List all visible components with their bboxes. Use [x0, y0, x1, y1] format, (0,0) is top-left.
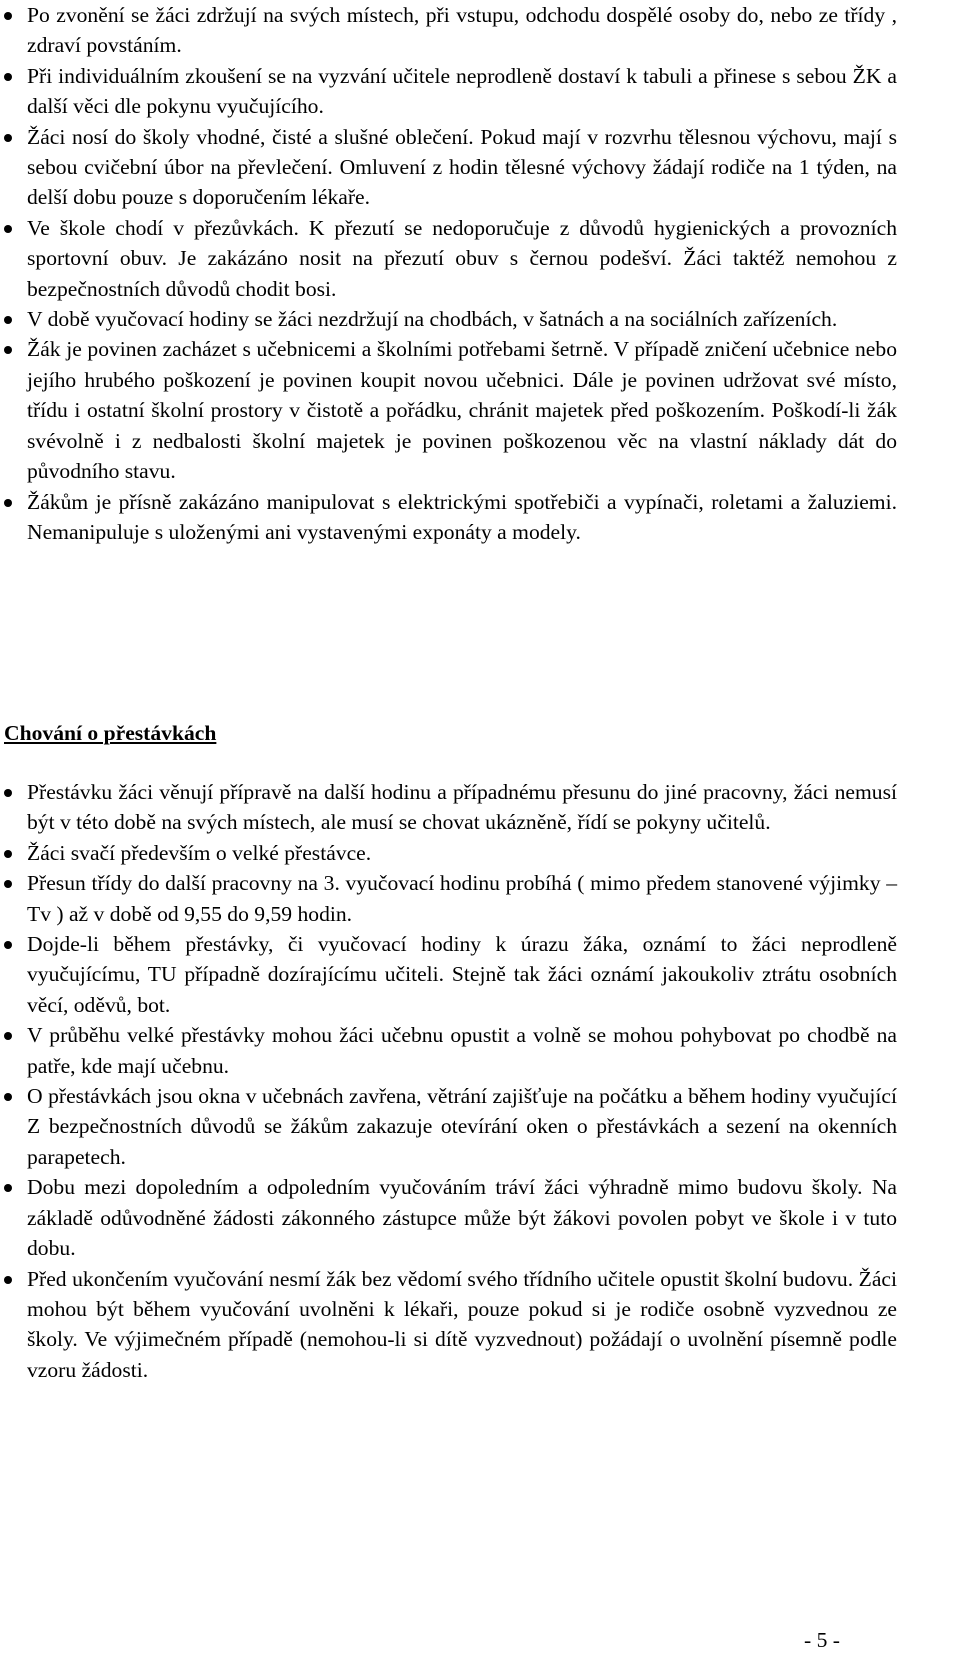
list-item-text: Při individuálním zkoušení se na vyzvání učitele neprodleně dostaví k tabuli a přinese s sebou ŽK a další věci dle pokynu vyučujícího.	[27, 63, 897, 119]
list-item	[0, 213, 897, 304]
list-item-text: Přestávku žáci věnují přípravě na další hodinu a případnému přesunu do jiné pracovny, žáci nemusí být v této době na svých místech, ale musí se chovat ukázněně, řídí se pokyny učitelů.	[27, 780, 897, 835]
list-item-text: Žákům je přísně zakázáno manipulovat s elektrickými spotřebiči a vypínači, roletami a žaluziemi. Nemanipuluje s uloženými ani vystavenými exponáty a modely.	[27, 489, 897, 544]
bullet-icon	[4, 941, 12, 949]
list-item-text: Ve škole chodí v přezůvkách. K přezutí se nedoporučuje z důvodů hygienických a provozních sportovní obuv. Je zakázáno nosit na přezutí obuv s černou podešví. Žáci taktéž nemohou z bezpečnostních důvodů chodit bosi.	[27, 215, 897, 301]
list-item	[0, 777, 897, 838]
section-heading: Chování o přestávkách	[4, 721, 217, 745]
list-item-text: Dobu mezi dopoledním a odpoledním vyučováním tráví žáci výhradně mimo budovu školy. Na základě odůvodněné žádosti zákonného zástupce může být žákovi povolen pobyt ve škole i v tuto dobu.	[27, 1175, 897, 1261]
bullet-icon	[4, 346, 12, 354]
list-item-text: Dojde-li během přestávky, či vyučovací hodiny k úrazu žáka, oznámí to žáci neprodleně vyučujícímu, TU případně dozírajícímu učiteli. Stejně tak žáci oznámí jakoukoliv ztrátu osobních věcí, oděvů, bot.	[27, 932, 897, 1017]
list-item	[0, 1020, 897, 1081]
list-item	[0, 868, 897, 929]
bullet-icon	[4, 1032, 12, 1040]
bullet-icon	[4, 850, 12, 858]
list-item	[0, 838, 897, 868]
list-item	[0, 1081, 897, 1172]
list-item-text: Po zvonění se žáci zdržují na svých místech, při vstupu, odchodu dospělé osoby do, nebo ze třídy , zdraví povstáním.	[27, 3, 897, 58]
list-item	[0, 1172, 897, 1263]
bullet-icon	[4, 1276, 12, 1284]
rules-list-general	[0, 0, 960, 547]
list-item	[0, 929, 897, 1020]
list-item-text: Žáci svačí především o velké přestávce.	[27, 840, 372, 865]
rules-list-breaks	[0, 777, 960, 1385]
list-item-text: Žák je povinen zacházet s učebnicemi a školními potřebami šetrně. V případě zničení učebnice nebo jejího hrubého poškození je povinen koupit novou učebnici. Dále je povinen udržovat své místo, třídu i ostatní školní prostory v čistotě a pořádku, chránit majetek před poškozením. Poškodí-li žák svévolně i z nedbalosti školní majetek je povinen poškozenou věc na vlastní náklady dát do původního stavu.	[27, 337, 897, 484]
list-item-text: Před ukončením vyučování nesmí žák bez vědomí svého třídního učitele opustit školní budovu. Žáci mohou být během vyučování uvolněni k lékaři, pouze pokud si je rodiče osobně vyzvednou ze školy. Ve výjimečném případě (nemohou-li si dítě vyzvednout) požádají o uvolnění písemně podle vzoru žádosti.	[27, 1266, 897, 1382]
bullet-icon	[4, 1093, 12, 1101]
bullet-icon	[4, 225, 12, 233]
bullet-icon	[4, 880, 12, 888]
bullet-icon	[4, 789, 12, 797]
list-item-text: Přesun třídy do další pracovny na 3. vyučovací hodinu probíhá ( mimo předem stanovené výjimky – Tv ) až v době od 9,55 do 9,59 hodin.	[27, 871, 897, 926]
list-item	[0, 334, 897, 486]
list-item-text: O přestávkách jsou okna v učebnách zavřena, větrání zajišťuje na počátku a během hodiny vyučující Z bezpečnostních důvodů se žákům zakazuje otevírání oken o přestávkách a sezení na okenních parapetech.	[27, 1084, 897, 1169]
bullet-icon	[4, 12, 12, 20]
bullet-icon	[4, 134, 12, 142]
list-item	[0, 61, 897, 122]
list-item	[0, 487, 897, 548]
bullet-icon	[4, 73, 12, 81]
list-item	[0, 304, 897, 334]
bullet-icon	[4, 316, 12, 324]
list-item	[0, 122, 897, 213]
list-item	[0, 1264, 897, 1386]
list-item-text: V průběhu velké přestávky mohou žáci učebnu opustit a volně se mohou pohybovat po chodbě na patře, kde mají učebnu.	[27, 1023, 897, 1078]
list-item-text: V době vyučovací hodiny se žáci nezdržují na chodbách, v šatnách a na sociálních zařízeních.	[27, 307, 838, 332]
bullet-icon	[4, 499, 12, 507]
list-item-text: Žáci nosí do školy vhodné, čisté a slušné oblečení. Pokud mají v rozvrhu tělesnou výchovu, mají s sebou cvičební úbor na převlečení. Omluvení z hodin tělesné výchovy žádají rodiče na 1 týden, na delší dobu pouze s doporučením lékaře.	[27, 124, 897, 210]
list-item	[0, 0, 897, 61]
page-number: - 5 -	[804, 1628, 840, 1652]
bullet-icon	[4, 1184, 12, 1192]
